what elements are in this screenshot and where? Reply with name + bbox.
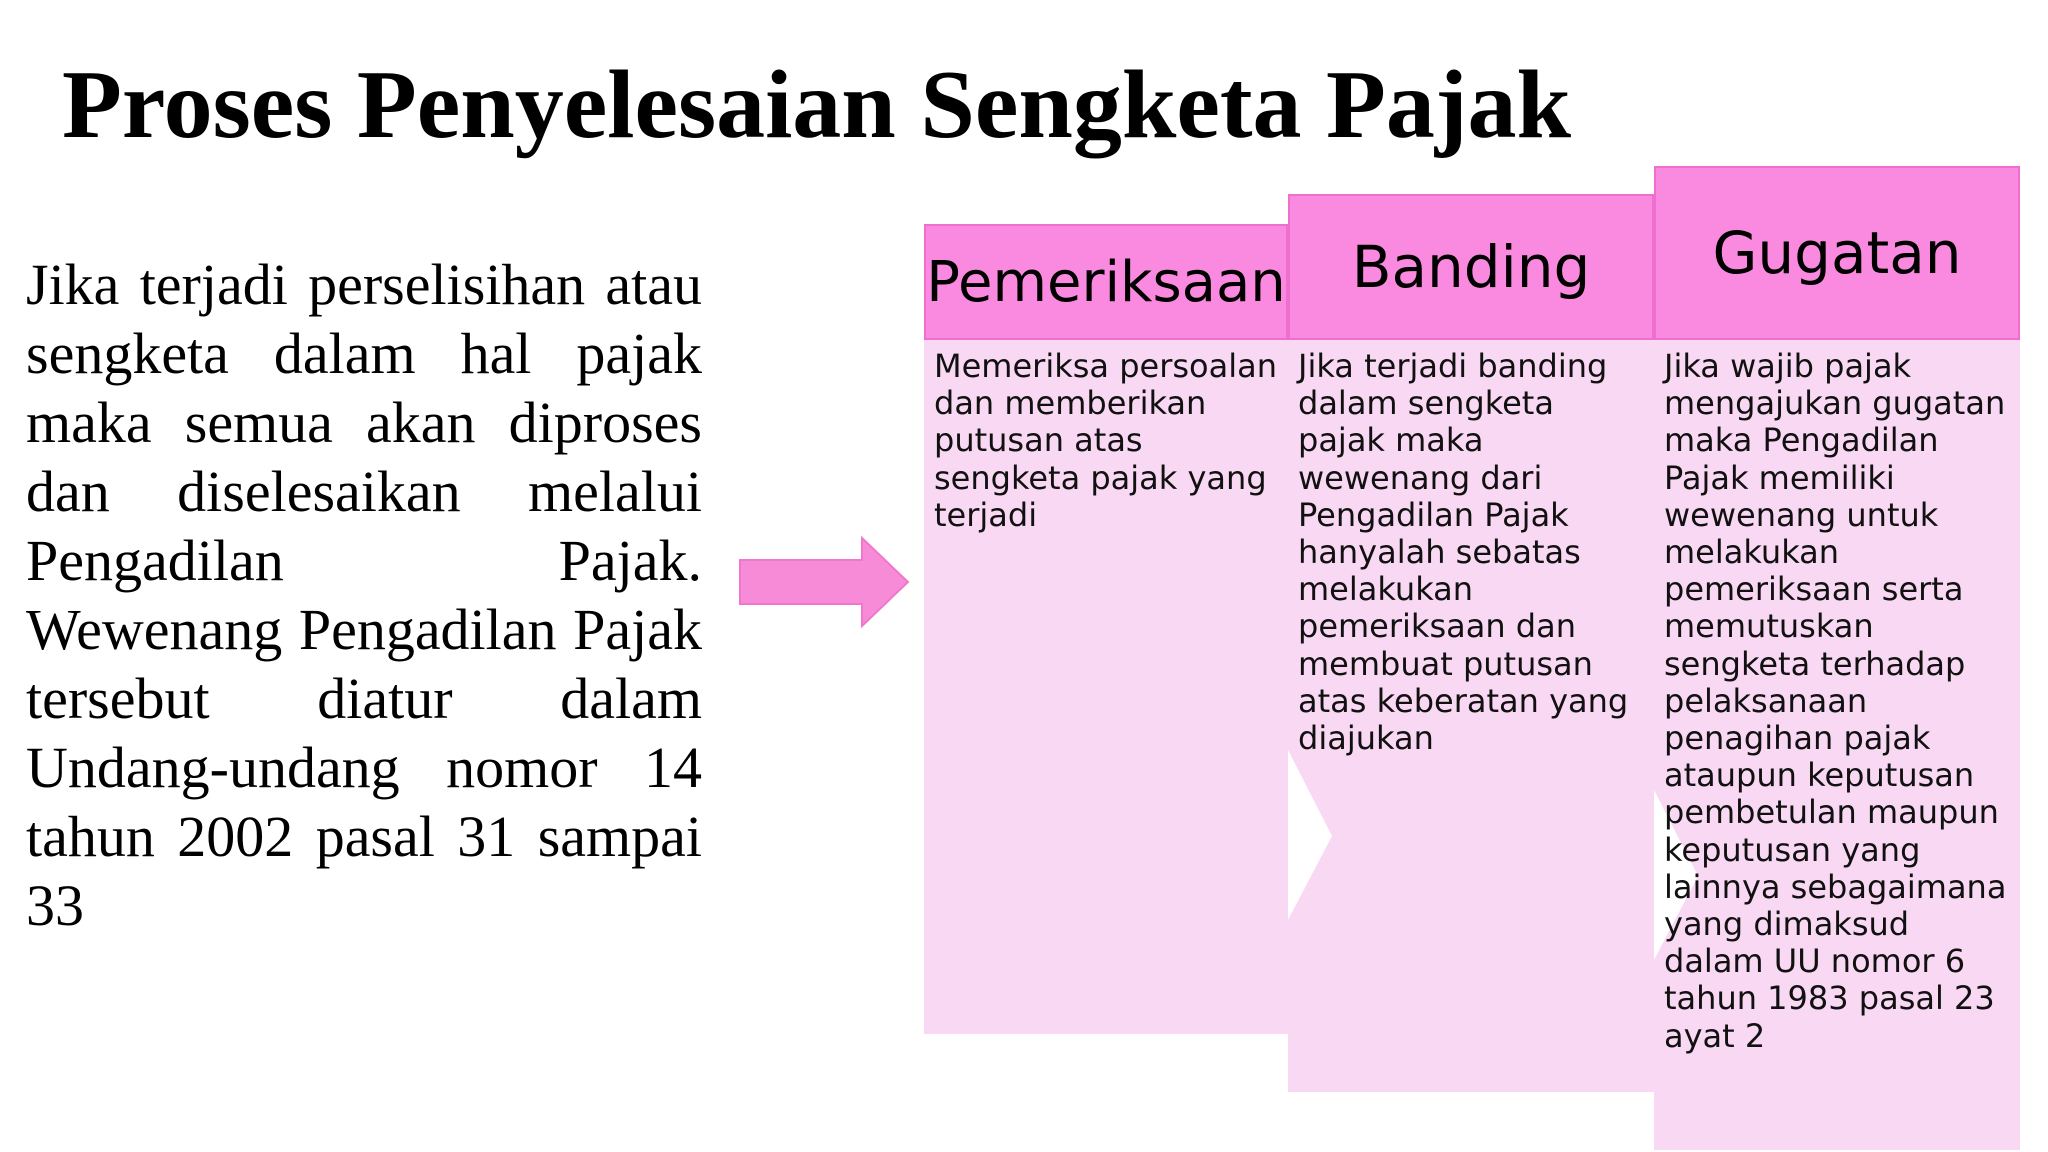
intro-paragraph: Jika terjadi perselisihan atau sengketa dalam hal pajak maka semua akan diproses dan diselesaikan melalui Pengadilan Pajak. Wewenang Pengadilan Pajak tersebut diatur dalam Undang-undang nomor 14 tahun 2002 pasal 31 sampai 33 xyxy=(26,252,702,938)
step-pemeriksaan xyxy=(924,224,1288,1034)
step-description: Jika terjadi banding dalam sengketa pajak maka wewenang dari Pengadilan Pajak hanyalah sebatas melakukan pemeriksaan dan membuat putusan atas keberatan yang diajukan xyxy=(1298,347,1629,758)
step-title: Banding xyxy=(1288,194,1654,340)
step-banding xyxy=(1288,194,1654,1092)
page-title: Proses Penyelesaian Sengketa Pajak xyxy=(62,51,1571,159)
step-gugatan xyxy=(1654,166,2020,1150)
right-arrow-icon xyxy=(738,536,912,628)
step-title: Gugatan xyxy=(1654,166,2020,340)
step-title: Pemeriksaan xyxy=(924,224,1288,340)
step-description: Memeriksa persoalan dan memberikan putusan atas sengketa pajak yang terjadi xyxy=(934,347,1277,534)
step-description: Jika wajib pajak mengajukan gugatan maka Pengadilan Pajak memiliki wewenang untuk melakukan pemeriksaan serta memutuskan sengketa terhadap pelaksanaan penagihan pajak ataupun keputusan pembetulan maupun keputusan yang lainnya sebagaimana yang dimaksud dalam UU nomor 6 tahun 1983 pasal 23 ayat 2 xyxy=(1664,347,2007,1055)
